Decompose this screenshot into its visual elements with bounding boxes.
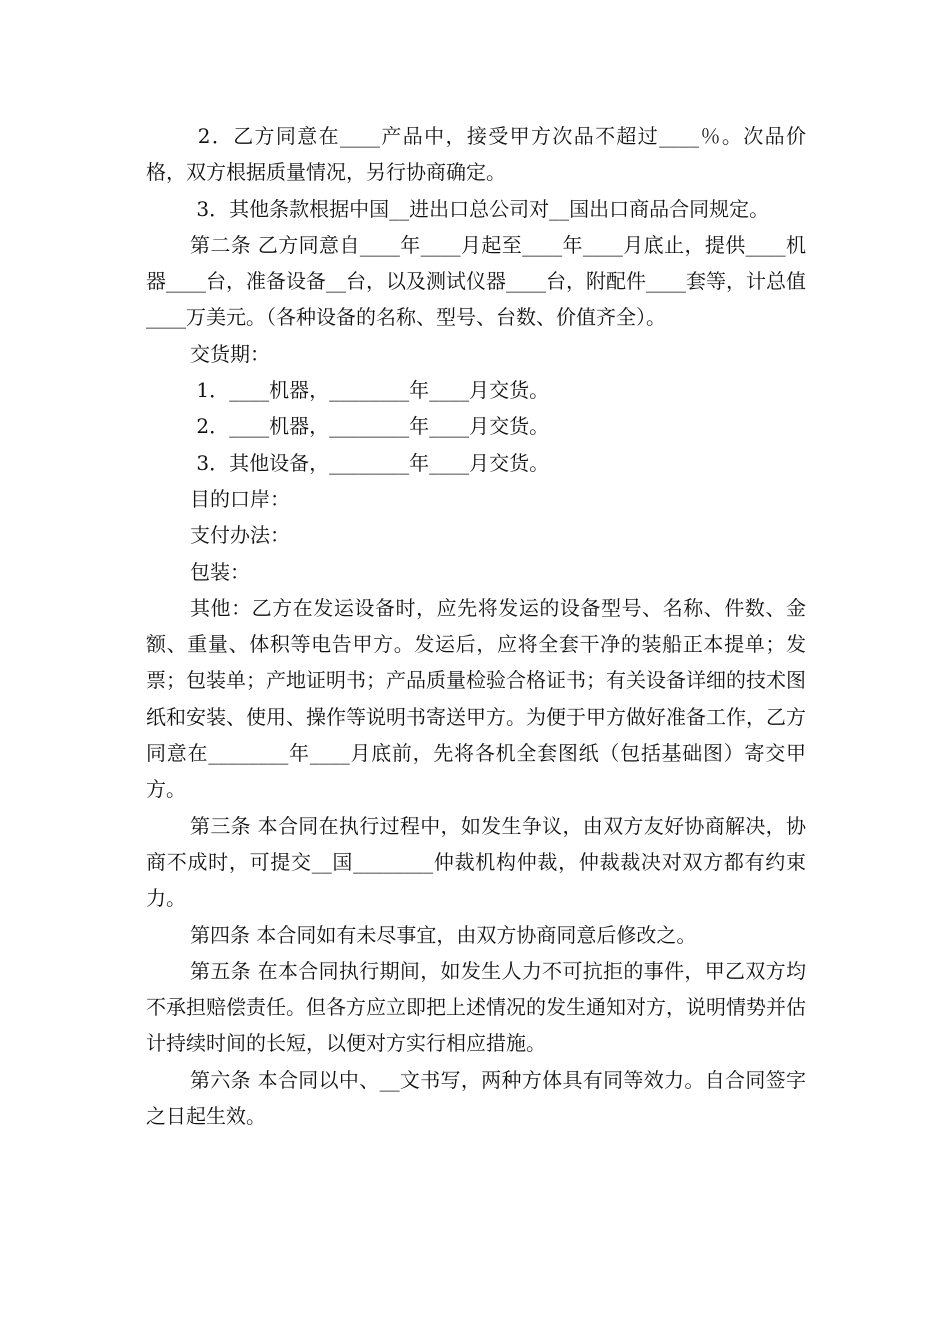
payment-method: 支付办法： [190, 523, 290, 548]
article-2-supply: 第二条 乙方同意自____年____月起至____年____月底止，提供____机器____台，准备设备__台，以及测试仪器____台，附配件____套等，计总值____万美元。（各种设备的名称、型号、台数、价值齐全）。 [146, 232, 806, 330]
packaging: 包装： [190, 559, 250, 584]
delivery-item-1: 1．____机器，________年____月交货。 [190, 378, 550, 403]
delivery-item-2: 2．____机器，________年____月交货。 [190, 414, 550, 439]
delivery-period-heading: 交货期： [190, 341, 270, 366]
article-4-amendments: 第四条 本合同如有未尽事宜，由双方协商同意后修改之。 [190, 922, 697, 947]
article-5-force-majeure: 第五条 在本合同执行期间，如发生人力不可抗拒的事件，甲乙双方均不承担赔偿责任。但各方应立即把上述情况的发生通知对方，说明情势并估计持续时间的长短，以便对方实行相应措施。 [146, 958, 806, 1056]
delivery-item-3: 3．其他设备，________年____月交货。 [190, 450, 550, 475]
article-3-disputes: 第三条 本合同在执行过程中，如发生争议，由双方友好协商解决，协商不成时，可提交__国________仲裁机构仲裁，仲裁裁决对双方都有约束力。 [146, 813, 806, 911]
contract-page [146, 118, 806, 1134]
other-shipping-documents: 其他：乙方在发运设备时，应先将发运的设备型号、名称、件数、金额、重量、体积等电告甲方。发运后，应将全套干净的装船正本提单；发票；包装单；产地证明书；产品质量检验合格证书；有关设备详细的技术图纸和安装、使用、操作等说明书寄送甲方。为便于甲方做好准备工作，乙方同意在________年____月底前，先将各机全套图纸（包括基础图）寄交甲方。 [146, 595, 806, 802]
destination-port: 目的口岸： [190, 486, 290, 511]
clause-quality-tolerance: 2．乙方同意在____产品中，接受甲方次品不超过____％。次品价格，双方根据质量情况，另行协商确定。 [146, 124, 806, 185]
clause-other-terms: 3．其他条款根据中国__进出口总公司对__国出口商品合同规定。 [190, 196, 770, 221]
article-6-languages: 第六条 本合同以中、__文书写，两种方体具有同等效力。自合同签字之日起生效。 [146, 1067, 806, 1129]
